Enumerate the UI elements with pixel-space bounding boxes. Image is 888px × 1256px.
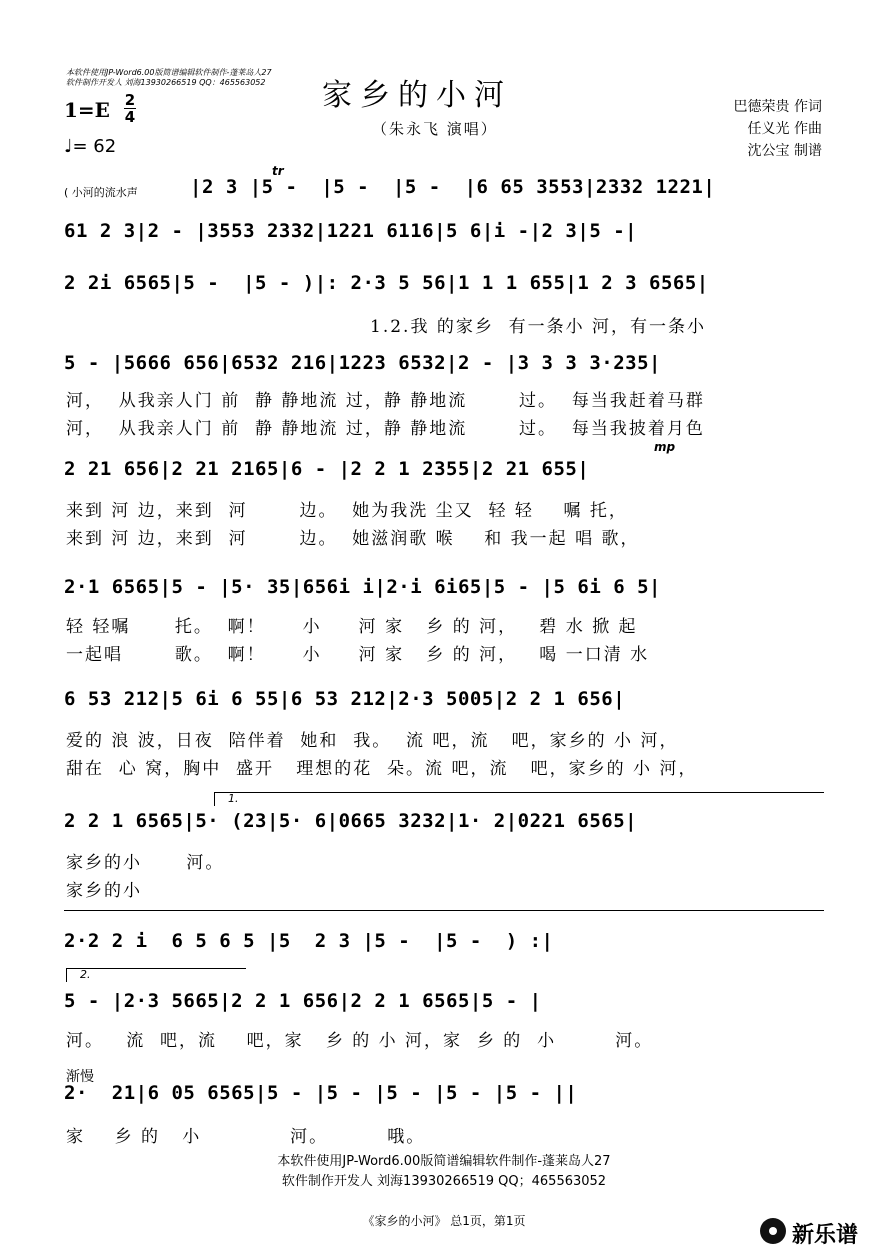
trill-mark: tr [272, 164, 284, 178]
lyric-line-4: 来到 河 边，来到 河 边。 她为我洗 尘又 轻 轻 嘱 托， [66, 501, 628, 521]
separator-line [64, 910, 824, 911]
intro-note: ( 小河的流水声 [64, 186, 138, 199]
key-signature: 1=E [64, 98, 110, 122]
lyric-line-1: 1.2.我 的家乡 有一条小 河，有一条小 [370, 317, 707, 337]
time-signature [124, 92, 136, 125]
footer-note-1: 本软件使用JP-Word6.00版简谱编辑软件制作-蓬莱岛人27 [277, 1154, 611, 1169]
volta-2-bracket [66, 968, 246, 969]
tempo: ♩= 62 [64, 136, 117, 157]
page-footer: 《家乡的小河》 总1页，第1页 [362, 1214, 526, 1228]
lyric-line-9: 甜在 心 窝，胸中 盛开 理想的花 朵。流 吧，流 吧，家乡的 小 河， [66, 759, 698, 779]
footer-note-2: 软件制作开发人 刘海13930266519 QQ；465563052 [281, 1174, 607, 1189]
staff-line-10: 5 - |2·3 5665|2 2 1 656|2 2 1 6565|5 - | [64, 990, 542, 1012]
time-top: 2 [124, 91, 136, 109]
staff-line-8: 2 2 1 6565|5· (23|5· 6|0665 3232|1· 2|0221 6565| [64, 810, 638, 832]
lyric-line-3: 河， 从我亲人门 前 静 静地流 过，静 静地流 过。 每当我披着月色 [66, 419, 705, 439]
lyric-line-12: 河。 流 吧，流 吧，家 乡 的 小 河，家 乡 的 小 河。 [66, 1031, 654, 1051]
software-note-line-1: 本软件使用JP-Word6.00版简谱编辑软件制作-蓬莱岛人27 [66, 68, 272, 77]
volta-2-label: 2. [80, 968, 91, 981]
mp-mark: mp [654, 440, 676, 454]
time-bottom: 4 [124, 108, 136, 126]
credits [734, 96, 822, 162]
lyric-line-6: 轻 轻嘱 托。 啊！ 小 河 家 乡 的 河， 碧 水 掀 起 [66, 617, 638, 637]
lyric-line-5: 来到 河 边，来到 河 边。 她滋润歌 喉 和 我一起 唱 歌， [66, 529, 640, 549]
lyric-line-7: 一起唱 歌。 啊！ 小 河 家 乡 的 河， 喝 一口清 水 [66, 645, 650, 665]
staff-line-5: 2 21 656|2 21 2165|6 - |2 2 1 2355|2 21 655| [64, 458, 590, 480]
staff-line-9: 2·2 2 i 6 5 6 5 |5 2 3 |5 - |5 - ) :| [64, 930, 554, 952]
song-title: 家乡的小河 [322, 78, 512, 113]
site-logo: 新乐谱 [792, 1223, 859, 1248]
volta-1-bracket-side [214, 792, 215, 806]
software-note-line-2: 软件制作开发人 刘海13930266519 QQ：465563052 [66, 78, 266, 87]
lyric-line-13: 家 乡 的 小 河。 哦。 [66, 1127, 426, 1147]
composer: 任义光 作曲 [747, 121, 822, 137]
lyricist: 巴德荣贵 作词 [733, 99, 822, 115]
staff-line-4: 5 - |5666 656|6532 216|1223 6532|2 - |3 3 3 3·235| [64, 352, 661, 374]
staff-line-2: 61 2 3|2 - |3553 2332|1221 6116|5 6|i -|2 3|5 -| [64, 220, 638, 242]
volta-1-bracket [214, 792, 824, 793]
staff-line-6: 2·1 6565|5 - |5· 35|656i i|2·i 6i65|5 - |5 6i 6 5| [64, 576, 661, 598]
transcriber: 沈公宝 制谱 [747, 143, 822, 159]
volta-2-bracket-side [66, 968, 67, 982]
staff-line-11: 2· 21|6 05 6565|5 - |5 - |5 - |5 - |5 - || [64, 1082, 578, 1104]
lyric-line-8: 爱的 浪 波，日夜 陪伴着 她和 我。 流 吧，流 吧，家乡的 小 河， [66, 731, 679, 751]
singer: （朱永飞 演唱） [372, 120, 498, 138]
lyric-line-2: 河， 从我亲人门 前 静 静地流 过，静 静地流 过。 每当我赶着马群 [66, 391, 705, 411]
volta-1-label: 1. [228, 792, 239, 805]
lyric-line-11: 家乡的小 [66, 881, 142, 901]
staff-line-7: 6 53 212|5 6i 6 55|6 53 212|2·3 5005|2 2 1 656| [64, 688, 626, 710]
logo-disc-icon [760, 1218, 786, 1244]
ritardando-mark: 渐慢 [66, 1069, 94, 1085]
lyric-line-10: 家乡的小 河。 [66, 853, 225, 873]
staff-line-3: 2 2i 6565|5 - |5 - )|: 2·3 5 56|1 1 1 655|1 2 3 6565| [64, 272, 709, 294]
staff-line-1: |2 3 |5 - |5 - |5 - |6 65 3553|2332 1221| [190, 176, 716, 198]
